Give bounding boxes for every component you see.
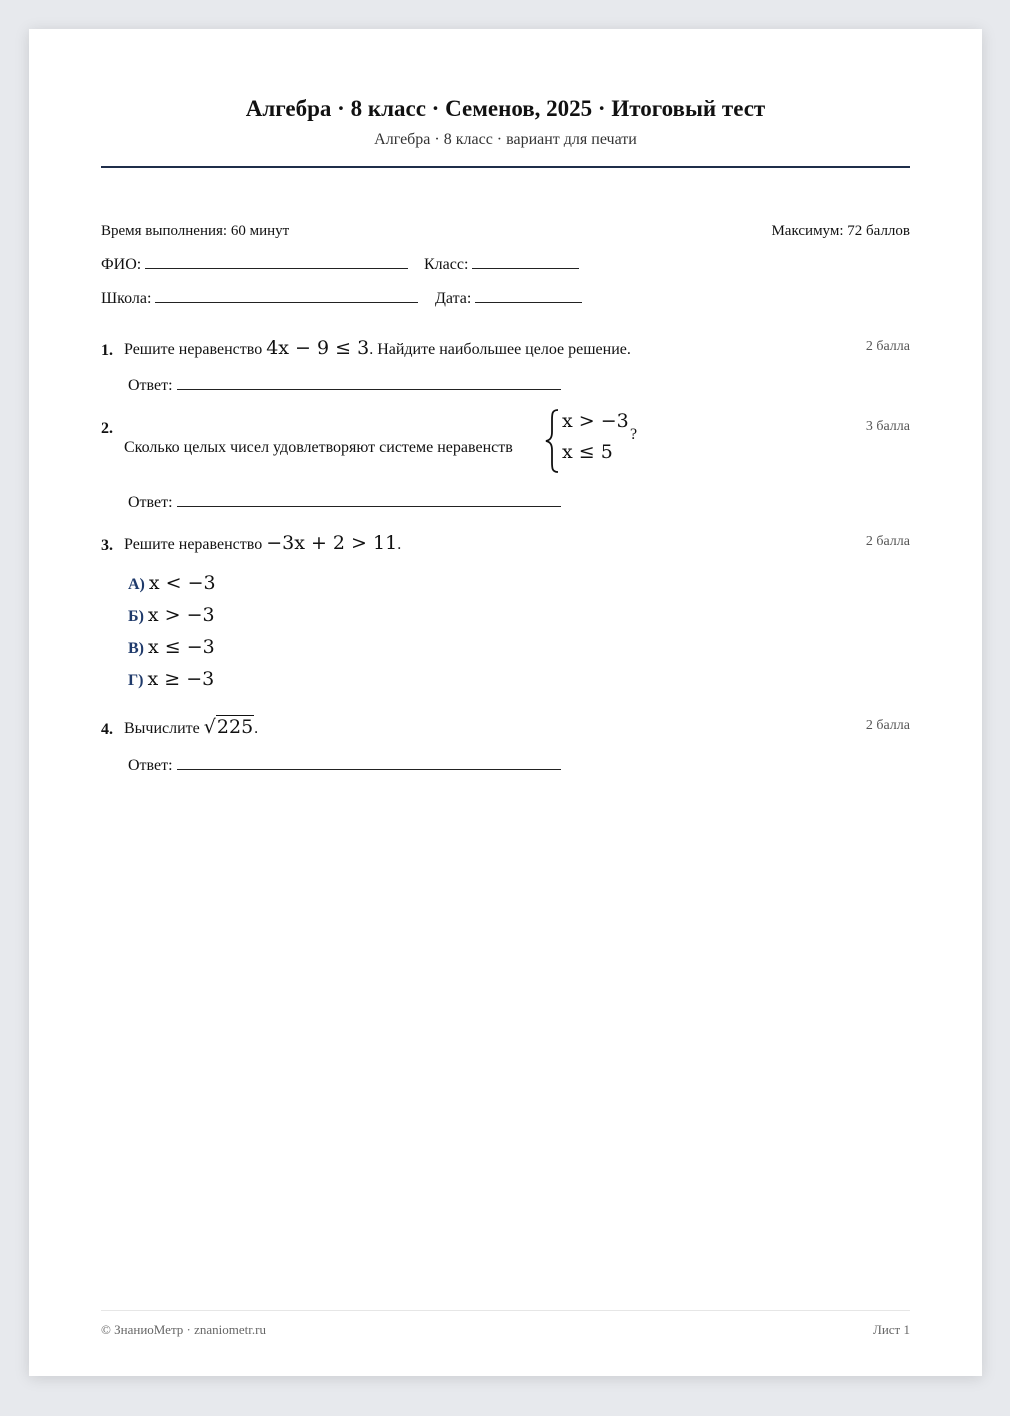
class-input-line[interactable] [472, 254, 579, 269]
radical-sign-icon: √ [203, 716, 216, 738]
answer-label: Ответ: [128, 494, 173, 511]
class-label: Класс: [424, 256, 469, 273]
question-number: 4. [101, 721, 113, 738]
date-input-line[interactable] [475, 288, 582, 303]
question-points: 2 балла [865, 339, 910, 354]
brace-icon [544, 408, 562, 474]
footer-page-number: Лист 1 [873, 1322, 910, 1337]
system-line-2: x ≤ 5 [562, 441, 613, 463]
option-d[interactable] [128, 668, 214, 692]
question-text-before: Решите неравенство [124, 341, 263, 358]
option-value: x > −3 [147, 604, 215, 626]
math-expression: 4x − 9 ≤ 3 [266, 337, 370, 359]
question-number: 1. [101, 342, 113, 359]
option-c[interactable] [128, 636, 215, 660]
question-text [124, 533, 401, 555]
option-a[interactable] [128, 572, 216, 596]
date-field[interactable] [435, 288, 582, 309]
question-text-after: . [397, 536, 402, 553]
question-points: 2 балла [865, 718, 910, 733]
question-text-after: ? [630, 426, 638, 443]
option-value: x ≤ −3 [148, 636, 215, 658]
question-text [124, 717, 258, 739]
question-text-before: Решите неравенство [124, 536, 263, 553]
page-subtitle: Алгебра · 8 класс · вариант для печати [374, 131, 637, 148]
question-number: 3. [101, 537, 113, 554]
option-label: А) [128, 576, 145, 593]
class-field[interactable] [424, 254, 579, 275]
question-points: 2 балла [865, 534, 910, 549]
footer-divider [101, 1310, 910, 1311]
option-label: Г) [128, 672, 144, 689]
answer-label: Ответ: [128, 757, 173, 774]
answer-field-4[interactable] [128, 755, 561, 776]
name-input-line[interactable] [145, 254, 408, 269]
option-value: x < −3 [148, 572, 216, 594]
question-number: 2. [101, 420, 113, 437]
question-points: 3 балла [865, 419, 910, 434]
date-label: Дата: [435, 290, 472, 307]
system-line-1: x > −3 [562, 410, 629, 432]
test-sheet [29, 29, 982, 1376]
school-label: Школа: [101, 290, 152, 307]
answer-label: Ответ: [128, 377, 173, 394]
name-label: ФИО: [101, 256, 142, 273]
option-value: x ≥ −3 [147, 668, 215, 690]
question-text-after: . Найдите наибольшее целое решение. [369, 341, 631, 358]
max-score: Максимум: 72 баллов [771, 223, 910, 239]
option-label: В) [128, 640, 144, 657]
name-field[interactable] [101, 254, 408, 275]
footer-copyright: © ЗнаниоМетр · znaniometr.ru [101, 1322, 266, 1337]
question-2 [101, 410, 910, 488]
question-text-before: Сколько целых чисел удовлетворяют системе неравенств [124, 439, 513, 456]
answer-input-line[interactable] [177, 492, 561, 507]
square-root [204, 717, 254, 737]
math-expression: −3x + 2 > 11 [266, 532, 398, 554]
school-field[interactable] [101, 288, 418, 309]
question-text-before: Вычислите [124, 720, 200, 737]
header-divider [101, 166, 910, 168]
answer-field-2[interactable] [128, 492, 561, 513]
question-text [124, 338, 631, 360]
inequality-system [544, 408, 644, 478]
page-title: Алгебра · 8 класс · Семенов, 2025 · Итоговый тест [245, 96, 766, 121]
answer-input-line[interactable] [177, 755, 561, 770]
time-limit: Время выполнения: 60 минут [101, 223, 290, 239]
answer-field-1[interactable] [128, 375, 561, 396]
option-label: Б) [128, 608, 144, 625]
radicand: 225 [216, 716, 254, 738]
school-input-line[interactable] [155, 288, 418, 303]
question-text-after: . [254, 720, 259, 737]
answer-input-line[interactable] [177, 375, 561, 390]
option-b[interactable] [128, 604, 215, 628]
